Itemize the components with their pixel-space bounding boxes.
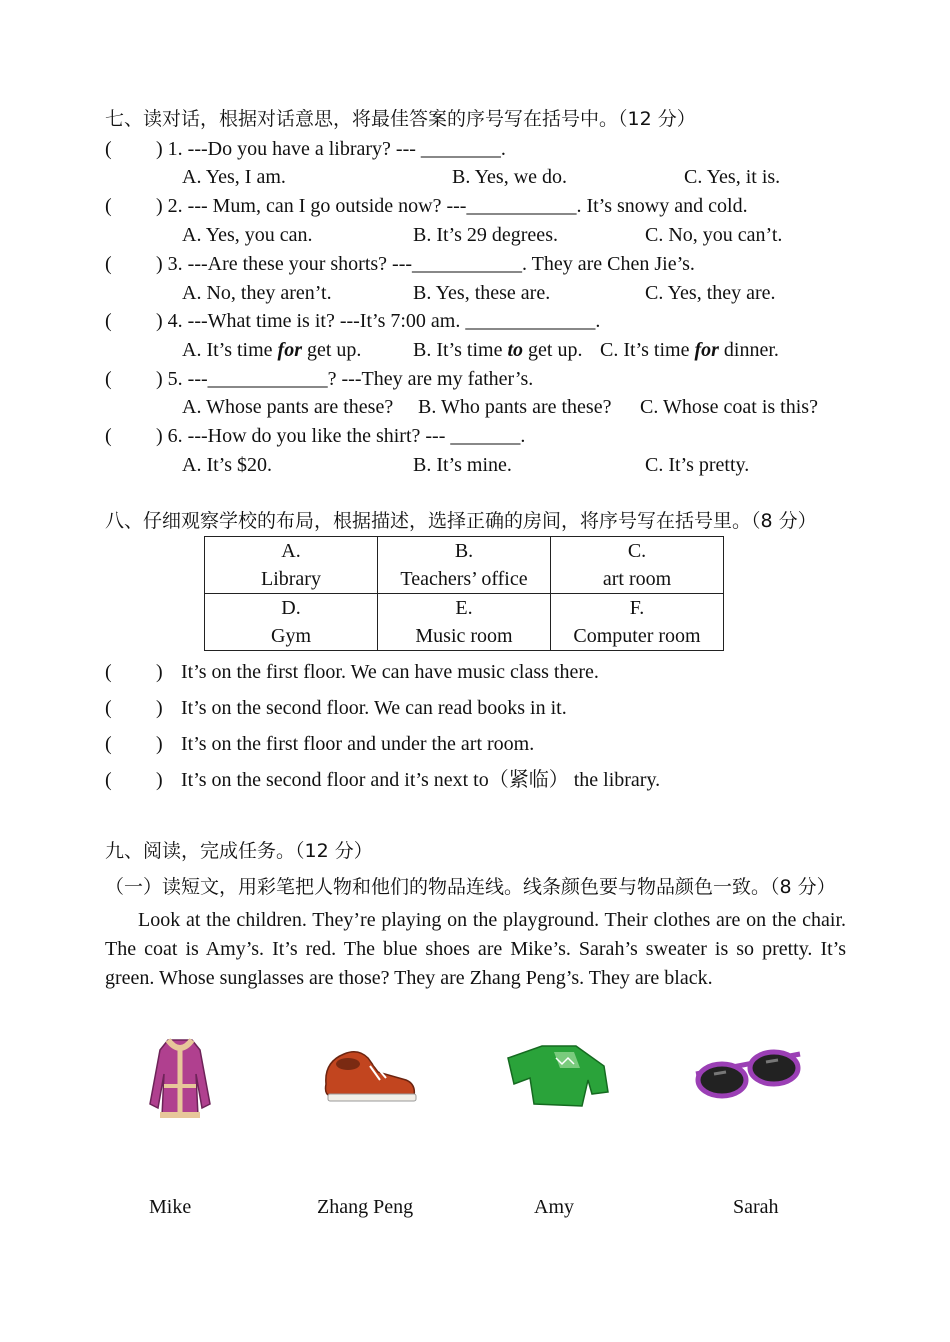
option-b: B. It’s mine. (413, 454, 512, 476)
sunglasses-icon[interactable] (690, 1046, 810, 1104)
option-a: A. Whose pants are these? (182, 396, 394, 418)
answer-bracket[interactable]: ( (105, 425, 112, 447)
statement-text: It’s on the first floor and under the art room. (181, 733, 535, 755)
option-b: B. It’s time to get up. (413, 339, 583, 361)
option-a: A. No, they aren’t. (182, 282, 332, 304)
section-8-title: 八、仔细观察学校的布局，根据描述，选择正确的房间，将序号写在括号里。（8 分） (105, 510, 817, 532)
table-row (205, 537, 724, 594)
option-c: C. Whose coat is this? (640, 396, 818, 418)
statement-text: It’s on the first floor. We can have music class there. (181, 661, 599, 683)
name-label: Sarah (733, 1196, 779, 1218)
statement-text: It’s on the second floor. We can read books in it. (181, 697, 567, 719)
answer-bracket[interactable]: ( (105, 253, 112, 275)
table-row (205, 594, 724, 651)
answer-bracket[interactable]: ( (105, 138, 112, 160)
option-b: B. Yes, we do. (452, 166, 568, 188)
answer-bracket[interactable]: ( (105, 195, 112, 217)
answer-bracket[interactable]: ( (105, 733, 112, 755)
reading-passage: Look at the children. They’re playing on the playground. Their clothes are on the chair. The coat is Amy’s. It’s red. The blue shoes are Mike’s. Sarah’s sweater is so pretty. It’s green. Whose sunglasses are those? They are Zhang Peng’s. They are black. (105, 909, 846, 989)
name-label: Amy (534, 1196, 574, 1218)
room-cell: D. Gym (205, 594, 378, 651)
coat-icon[interactable] (140, 1034, 220, 1120)
option-c: C. Yes, it is. (684, 166, 781, 188)
question-text: ) 2. --- Mum, can I go outside now? ---___________. It’s snowy and cold. (156, 195, 748, 217)
answer-bracket[interactable]: ( (105, 769, 112, 791)
question-text: ) 6. ---How do you like the shirt? --- _______. (156, 425, 526, 447)
statement-text: It’s on the second floor and it’s next to（紧临） the library. (181, 769, 661, 791)
option-a: A. Yes, you can. (182, 224, 313, 246)
answer-bracket[interactable]: ( (105, 661, 112, 683)
room-cell: B. Teachers’ office (378, 537, 551, 594)
answer-bracket[interactable]: ( (105, 368, 112, 390)
option-a: A. It’s $20. (182, 454, 272, 476)
section-9-title: 九、阅读，完成任务。（12 分） (105, 840, 373, 862)
option-b: B. It’s 29 degrees. (413, 224, 558, 246)
option-a: A. Yes, I am. (182, 166, 286, 188)
option-b: B. Yes, these are. (413, 282, 551, 304)
question-text: ) 3. ---Are these your shorts? ---___________. They are Chen Jie’s. (156, 253, 695, 275)
name-label: Mike (149, 1196, 192, 1218)
option-c: C. No, you can’t. (645, 224, 783, 246)
room-cell: A. Library (205, 537, 378, 594)
option-a: A. It’s time for get up. (182, 339, 362, 361)
question-text: ) 1. ---Do you have a library? --- ________. (156, 138, 506, 160)
shoe-icon[interactable] (318, 1044, 418, 1106)
room-cell: F. Computer room (551, 594, 724, 651)
answer-bracket[interactable]: ( (105, 697, 112, 719)
question-text: ) 4. ---What time is it? ---It’s 7:00 am. _____________. (156, 310, 601, 332)
name-label: Zhang Peng (317, 1196, 414, 1218)
room-cell: C. art room (551, 537, 724, 594)
option-c: C. Yes, they are. (645, 282, 776, 304)
answer-bracket[interactable]: ( (105, 310, 112, 332)
sweater-icon[interactable] (504, 1040, 614, 1110)
school-layout-table (204, 536, 724, 651)
section-9-subtitle: （一）读短文，用彩笔把人物和他们的物品连线。线条颜色要与物品颜色一致。（8 分） (105, 876, 836, 898)
option-c: C. It’s time for dinner. (600, 339, 779, 361)
option-b: B. Who pants are these? (418, 396, 612, 418)
question-text: ) 5. ---____________? ---They are my father’s. (156, 368, 534, 390)
room-cell: E. Music room (378, 594, 551, 651)
option-c: C. It’s pretty. (645, 454, 750, 476)
section-7-title: 七、读对话，根据对话意思，将最佳答案的序号写在括号中。（12 分） (105, 108, 696, 130)
